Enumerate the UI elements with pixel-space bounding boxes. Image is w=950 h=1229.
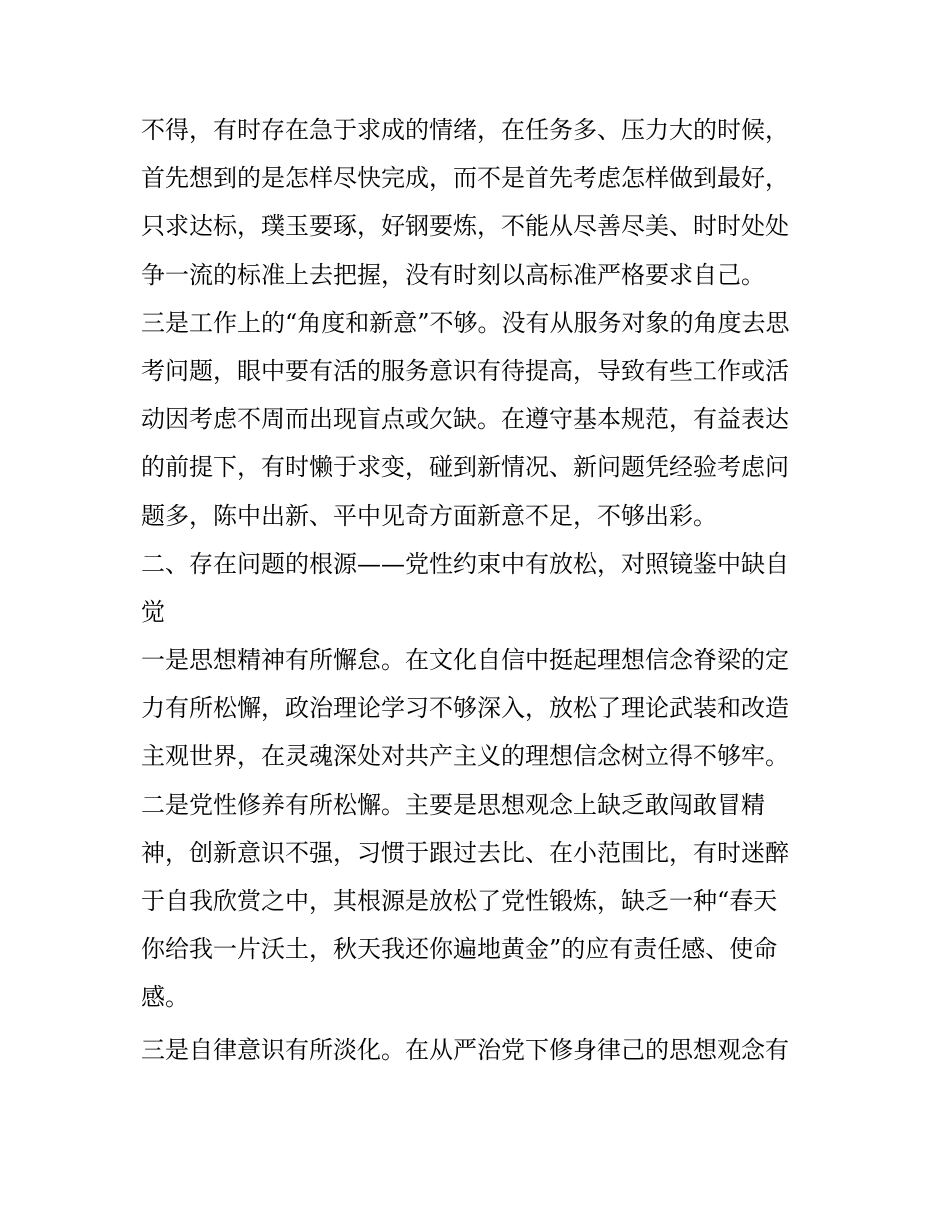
text-line: 争一流的标准上去把握，没有时刻以高标准严格要求自己。	[141, 260, 765, 289]
text-line: 考问题，眼中要有活的服务意识有待提高，导致有些工作或活	[141, 356, 789, 385]
text-line: 动因考虑不周而出现盲点或欠缺。在遵守基本规范，有益表达	[141, 405, 789, 434]
section-heading-line: 二、存在问题的根源——党性约束中有放松，对照镜鉴中缺自	[141, 549, 789, 578]
paragraph-start-line: 一是思想精神有所懈怠。在文化自信中挺起理想信念脊梁的定	[141, 646, 789, 675]
paragraph-start-line: 三是自律意识有所淡化。在从严治党下修身律己的思想观念有	[141, 1035, 789, 1064]
text-line: 力有所松懈，政治理论学习不够深入，放松了理论武装和改造	[141, 694, 789, 723]
text-line: 感。	[141, 983, 189, 1012]
text-line: 神，创新意识不强，习惯于跟过去比、在小范围比，有时迷醉	[141, 838, 789, 867]
text-line: 首先想到的是怎样尽快完成，而不是首先考虑怎样做到最好，	[141, 164, 789, 193]
paragraph-start-line: 二是党性修养有所松懈。主要是思想观念上缺乏敢闯敢冒精	[141, 790, 765, 819]
text-line: 主观世界，在灵魂深处对共产主义的理想信念树立得不够牢。	[141, 742, 789, 771]
section-heading-line: 觉	[141, 597, 165, 626]
body-text	[141, 106, 841, 1074]
text-line: 的前提下，有时懒于求变，碰到新情况、新问题凭经验考虑问	[141, 453, 789, 482]
text-line: 你给我一片沃土，秋天我还你遍地黄金”的应有责任感、使命	[141, 935, 778, 964]
paragraph-start-line: 三是工作上的“角度和新意”不够。没有从服务对象的角度去思	[141, 308, 790, 337]
text-line: 不得，有时存在急于求成的情绪，在任务多、压力大的时候，	[141, 116, 789, 144]
text-line: 只求达标，璞玉要琢，好钢要炼，不能从尽善尽美、时时处处	[141, 212, 789, 241]
text-line: 于自我欣赏之中，其根源是放松了党性锻炼，缺乏一种“春天	[141, 887, 778, 915]
text-line: 题多，陈中出新、平中见奇方面新意不足，不够出彩。	[141, 501, 717, 530]
